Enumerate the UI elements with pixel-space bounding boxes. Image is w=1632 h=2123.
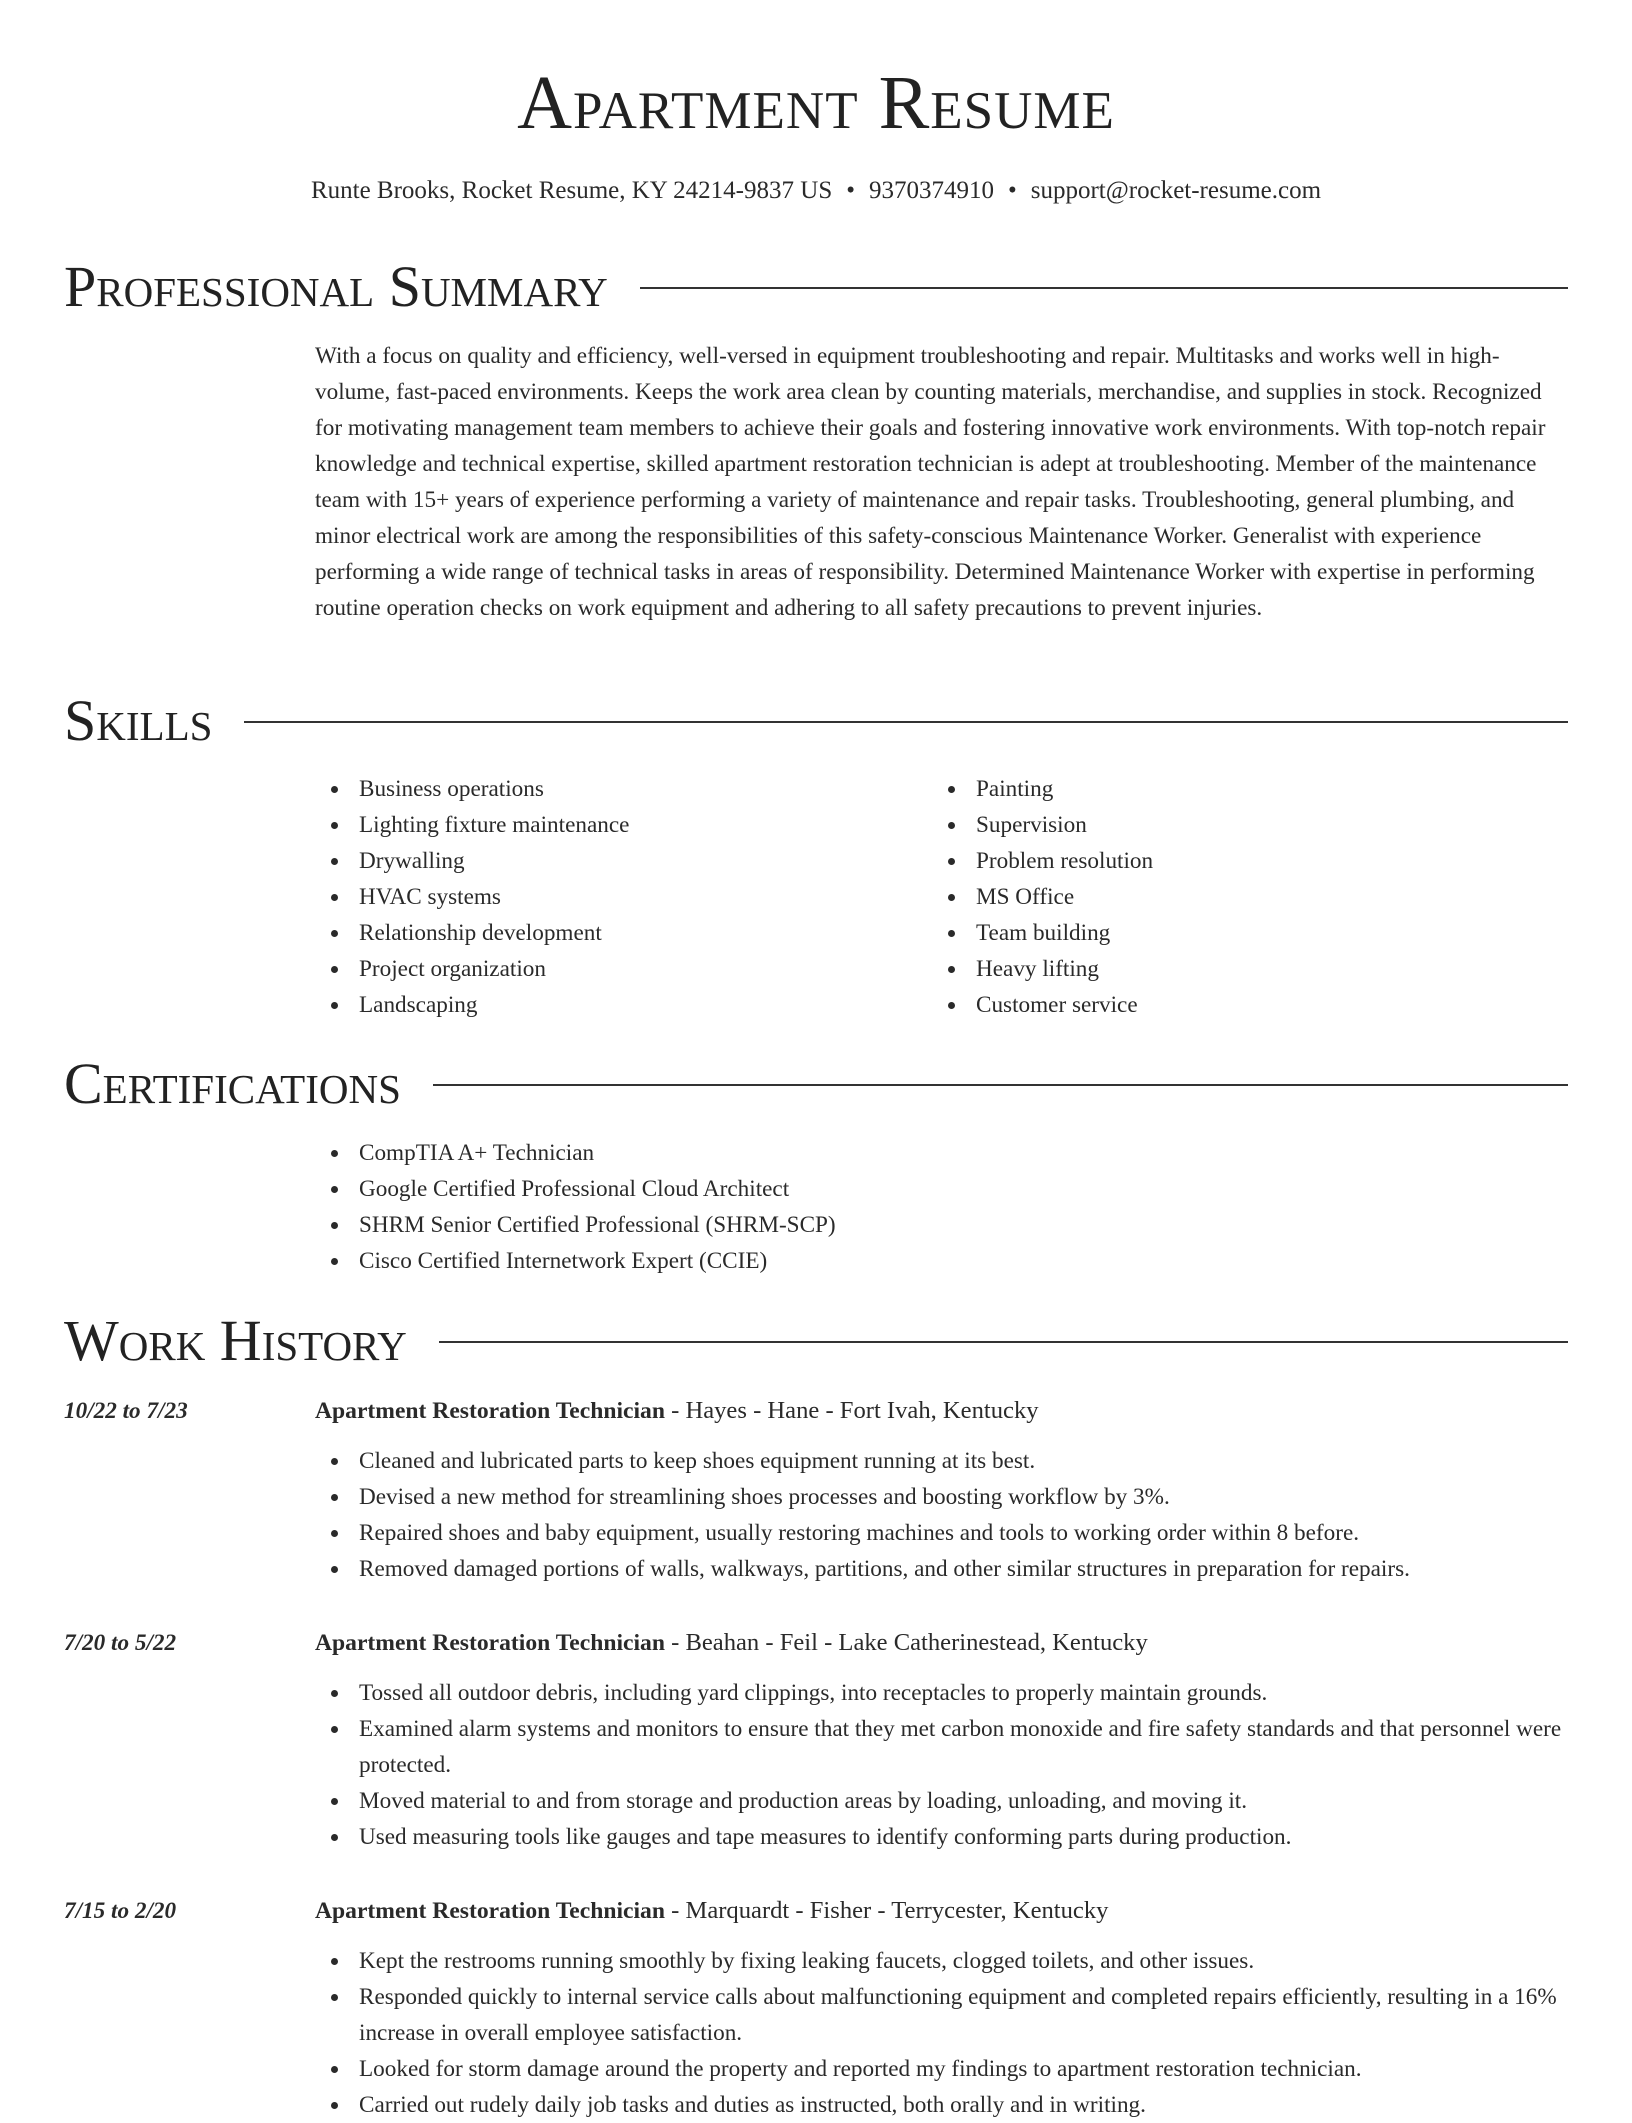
bullet-dot — [331, 966, 338, 973]
skill-item — [932, 771, 1492, 807]
skill-item-text: Drywalling — [359, 848, 465, 874]
certification-item-text: SHRM Senior Certified Professional (SHRM-SCP) — [359, 1212, 836, 1238]
duty-item — [315, 1819, 1568, 1855]
bullet-dot — [331, 1002, 338, 1009]
job-duties — [315, 1675, 1568, 1855]
certification-item — [315, 1243, 1568, 1279]
bullet-dot — [331, 822, 338, 829]
section-header-skills — [64, 686, 1568, 756]
duty-item-text: Removed damaged portions of walls, walkways, partitions, and other similar structures in preparation for repairs. — [359, 1556, 1410, 1582]
contact-phone: 9370374910 — [868, 177, 994, 204]
duty-item-text: Cleaned and lubricated parts to keep shoes equipment running at its best. — [359, 1448, 1036, 1474]
duty-item — [315, 2087, 1568, 2123]
skills-list-right — [932, 771, 1492, 1023]
job-duties — [315, 1943, 1568, 2123]
section-divider — [439, 1341, 1568, 1343]
certification-item-text: Cisco Certified Internetwork Expert (CCIE) — [359, 1248, 768, 1274]
skill-item — [315, 771, 875, 807]
section-title-work-history: Work History — [64, 1308, 407, 1373]
job-title-line — [315, 1393, 1568, 1429]
job-employer: - Hayes - Hane - Fort Ivah, Kentucky — [664, 1397, 1039, 1424]
duty-item-text: Kept the restrooms running smoothly by fixing leaking faucets, clogged toilets, and other issues. — [359, 1948, 1255, 1974]
bullet-dot — [331, 930, 338, 937]
skill-item-text: Heavy lifting — [976, 956, 1099, 982]
duty-item-text: Looked for storm damage around the property and reported my findings to apartment restoration technician. — [359, 2056, 1362, 2082]
section-title-certifications: Certifications — [64, 1051, 401, 1116]
bullet-dot — [331, 786, 338, 793]
certifications-block — [315, 1135, 1568, 1279]
skill-item — [932, 807, 1492, 843]
bullet-dot — [331, 1222, 338, 1229]
job-dates: 10/22 to 7/23 — [64, 1398, 188, 1424]
bullet-dot — [948, 930, 955, 937]
bullet-dot — [948, 966, 955, 973]
job-duties-list — [315, 1943, 1568, 2123]
job-employer: - Marquardt - Fisher - Terrycester, Kentucky — [664, 1897, 1109, 1924]
job-title-line — [315, 1625, 1568, 1661]
resume-title: Apartment Resume — [517, 61, 1115, 145]
section-divider — [433, 1084, 1568, 1086]
skill-item-text: Relationship development — [359, 920, 602, 946]
duty-item-text: Tossed all outdoor debris, including yard clippings, into receptacles to properly maintain grounds. — [359, 1680, 1268, 1706]
bullet-dot — [331, 1798, 338, 1805]
certification-item-text: CompTIA A+ Technician — [359, 1140, 595, 1166]
skill-item — [315, 951, 875, 987]
contact-address: Runte Brooks, Rocket Resume, KY 24214-9837 US — [310, 177, 833, 204]
bullet-dot — [331, 1726, 338, 1733]
job-duties — [315, 1443, 1568, 1587]
job-duties-list — [315, 1675, 1568, 1855]
skill-item-text: Landscaping — [359, 992, 478, 1018]
bullet-dot — [948, 1002, 955, 1009]
bullet-dot — [331, 1494, 338, 1501]
duty-item-text: Devised a new method for streamlining shoes processes and boosting workflow by 3%. — [359, 1484, 1170, 1510]
duty-item — [315, 1711, 1568, 1783]
skill-item — [932, 951, 1492, 987]
skill-item — [932, 843, 1492, 879]
certification-item — [315, 1135, 1568, 1171]
skill-item-text: Supervision — [976, 812, 1087, 838]
bullet-dot — [331, 1958, 338, 1965]
job-role: Apartment Restoration Technician — [315, 1630, 665, 1656]
duty-item — [315, 1479, 1568, 1515]
bullet-dot — [331, 1566, 338, 1573]
bullet-dot — [331, 2066, 338, 2073]
section-title-skills: Skills — [64, 688, 213, 753]
duty-item — [315, 1979, 1568, 2051]
job-role: Apartment Restoration Technician — [315, 1898, 665, 1924]
job-employer: - Beahan - Feil - Lake Catherinestead, Kentucky — [664, 1629, 1148, 1656]
section-divider — [640, 287, 1568, 289]
job-dates: 7/15 to 2/20 — [64, 1898, 177, 1924]
skill-item — [932, 879, 1492, 915]
skill-item — [932, 987, 1492, 1023]
bullet-dot — [331, 1186, 338, 1193]
job-role: Apartment Restoration Technician — [315, 1398, 665, 1424]
bullet-dot — [331, 858, 338, 865]
duty-item-text: Responded quickly to internal service calls about malfunctioning equipment and completed repairs efficiently, resulting in a 16% increase in overall employee satisfaction. — [359, 1984, 1557, 2046]
skills-list-left — [315, 771, 875, 1023]
skill-item — [315, 879, 875, 915]
duty-item — [315, 1443, 1568, 1479]
certification-item — [315, 1207, 1568, 1243]
bullet-dot — [331, 1150, 338, 1157]
duty-item — [315, 1551, 1568, 1587]
skills-column-right — [932, 771, 1492, 1023]
duty-item-text: Moved material to and from storage and production areas by loading, unloading, and moving it. — [359, 1788, 1247, 1814]
certification-item-text: Google Certified Professional Cloud Architect — [359, 1176, 790, 1202]
bullet-dot — [948, 822, 955, 829]
duty-item — [315, 1783, 1568, 1819]
section-header-summary — [64, 252, 1568, 322]
bullet-dot — [331, 1458, 338, 1465]
skill-item-text: Team building — [976, 920, 1111, 946]
skill-item-text: Customer service — [976, 992, 1138, 1018]
skill-item — [315, 843, 875, 879]
duty-item-text: Repaired shoes and baby equipment, usually restoring machines and tools to working order within 8 before. — [359, 1520, 1360, 1546]
skill-item — [932, 915, 1492, 951]
duty-item-text: Used measuring tools like gauges and tape measures to identify conforming parts during production. — [359, 1824, 1292, 1850]
skill-item-text: Problem resolution — [976, 848, 1154, 874]
skill-item-text: HVAC systems — [359, 884, 501, 910]
contact-separator: • — [846, 177, 855, 204]
bullet-dot — [948, 786, 955, 793]
duty-item — [315, 1515, 1568, 1551]
certification-item — [315, 1171, 1568, 1207]
section-title-summary: Professional Summary — [64, 254, 608, 319]
skill-item-text: Painting — [976, 776, 1054, 802]
duty-item — [315, 1675, 1568, 1711]
bullet-dot — [331, 894, 338, 901]
bullet-dot — [331, 1258, 338, 1265]
bullet-dot — [331, 1994, 338, 2001]
bullet-dot — [948, 894, 955, 901]
job-title-line — [315, 1893, 1568, 1929]
summary-text: With a focus on quality and efficiency, well-versed in equipment troubleshooting and repair. Multitasks and works well in high-volume, fast-paced environments. Keeps the work area clean by counting materials, merchandise, and supplies in stock. Recognized for motivating management team members to achieve their goals and fostering innovative work environments. With top-notch repair knowledge and technical expertise, skilled apartment restoration technician is adept at troubleshooting. Member of the maintenance team with 15+ years of experience performing a variety of maintenance and repair tasks. Troubleshooting, general plumbing, and minor electrical work are among the responsibilities of this safety-conscious Maintenance Worker. Generalist with experience performing a wide range of technical tasks in areas of responsibility. Determined Maintenance Worker with expertise in performing routine operation checks on work equipment and adhering to all safety precautions to prevent injuries. — [315, 343, 1546, 621]
job-duties-list — [315, 1443, 1568, 1587]
duty-item — [315, 2051, 1568, 2087]
contact-email: support@rocket-resume.com — [1030, 177, 1322, 204]
skill-item-text: MS Office — [976, 884, 1075, 910]
skill-item — [315, 915, 875, 951]
bullet-dot — [948, 858, 955, 865]
contact-separator: • — [1007, 177, 1017, 204]
duty-item-text: Carried out rudely daily job tasks and duties as instructed, both orally and in writing. — [359, 2092, 1146, 2118]
contact-line — [64, 174, 1568, 208]
skill-item-text: Lighting fixture maintenance — [359, 812, 630, 838]
section-header-work-history — [64, 1306, 1568, 1376]
skill-item — [315, 807, 875, 843]
bullet-dot — [331, 1834, 338, 1841]
bullet-dot — [331, 2102, 338, 2109]
bullet-dot — [331, 1690, 338, 1697]
duty-item — [315, 1943, 1568, 1979]
section-divider — [244, 721, 1568, 723]
skill-item — [315, 987, 875, 1023]
skill-item-text: Project organization — [359, 956, 546, 982]
skill-item-text: Business operations — [359, 776, 544, 802]
section-header-certifications — [64, 1049, 1568, 1119]
certifications-list — [315, 1135, 1568, 1279]
duty-item-text: Examined alarm systems and monitors to ensure that they met carbon monoxide and fire safety standards and that personnel were protected. — [359, 1716, 1562, 1778]
job-dates: 7/20 to 5/22 — [64, 1630, 177, 1656]
skills-column-left — [315, 771, 875, 1023]
bullet-dot — [331, 1530, 338, 1537]
